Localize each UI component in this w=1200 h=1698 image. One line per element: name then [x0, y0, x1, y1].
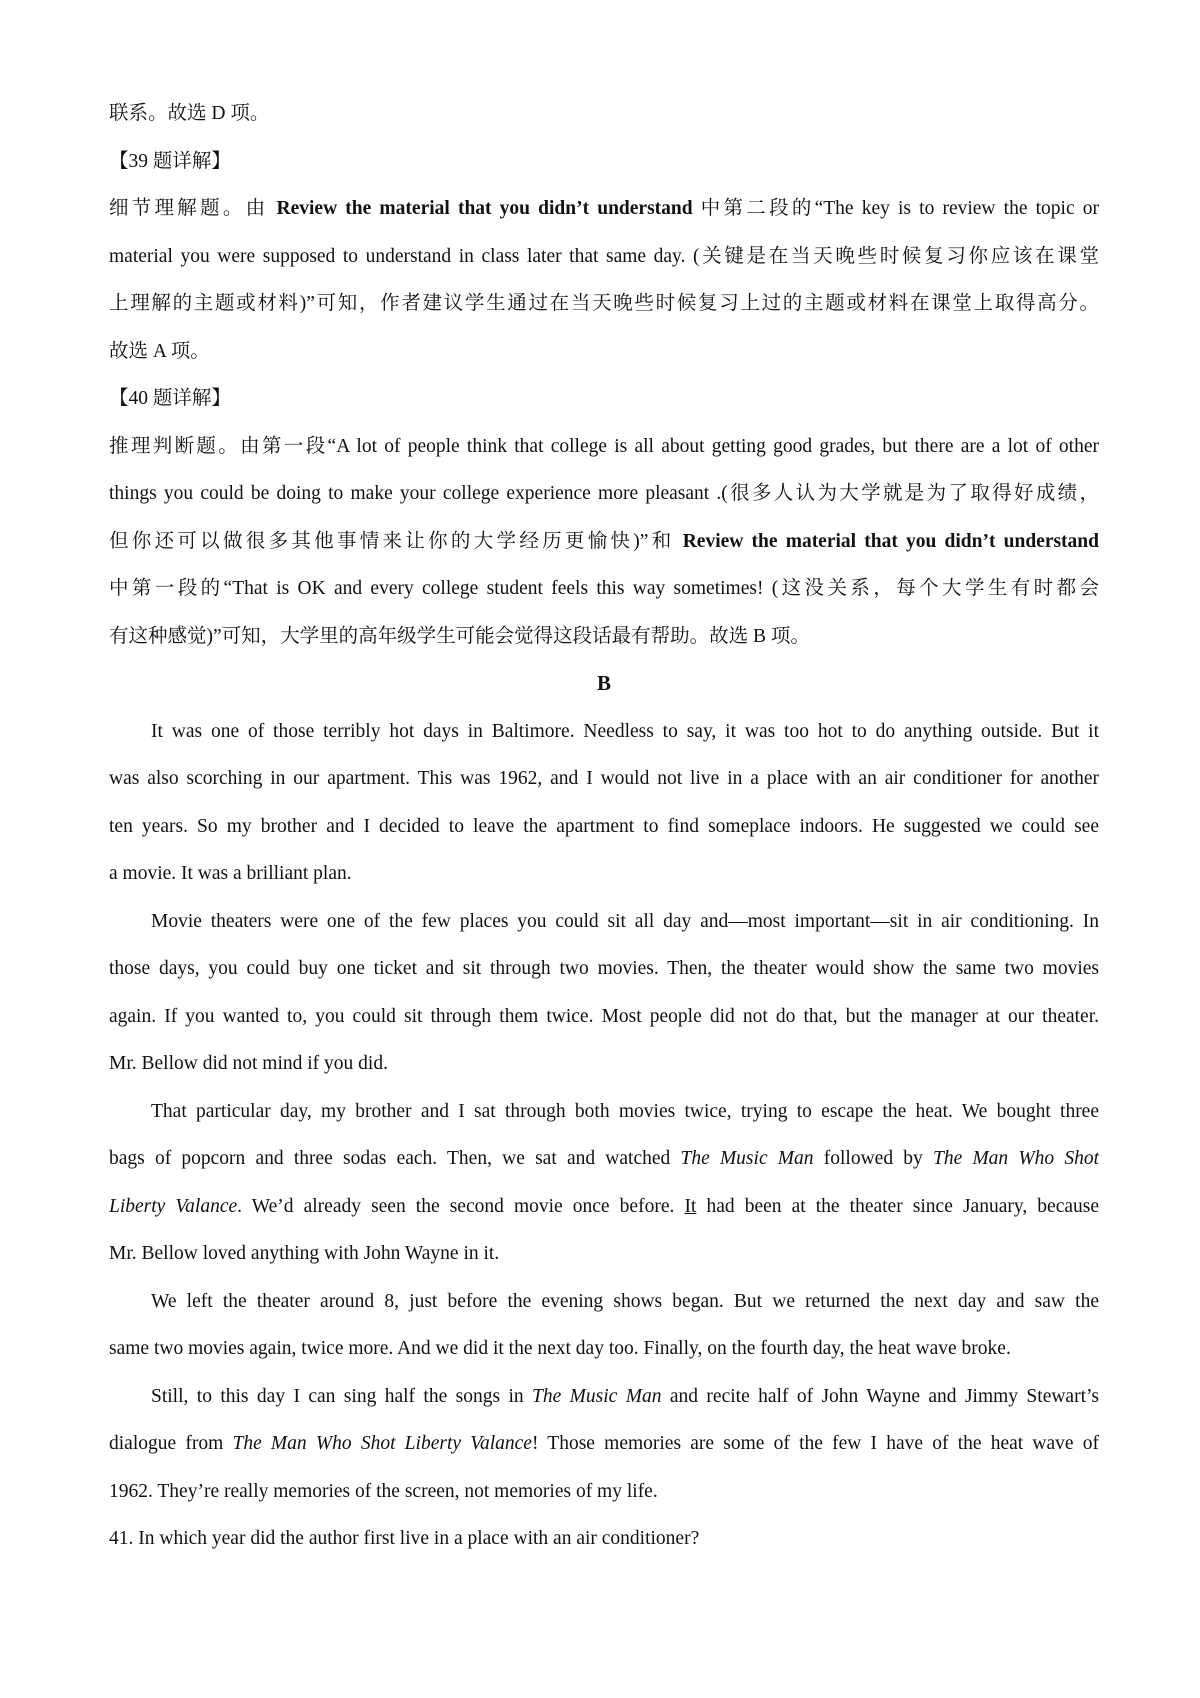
q40-line-4: 中第一段的“That is OK and every college student feels this way sometimes! (这没关系，每个大学生有时都会	[109, 578, 1099, 599]
q40-header: 【40 题详解】	[109, 388, 231, 409]
passage-p1-line-3: ten years. So my brother and I decided to leave the apartment to find someplace indoors. He suggested we could see	[109, 815, 1099, 837]
q39-line-4: 故选 A 项。	[109, 340, 210, 362]
q40-line-3: 但你还可以做很多其他事情来让你的大学经历更愉快)”和 Review the material that you didn’t understand	[109, 530, 1099, 552]
passage-p1-line-2: was also scorching in our apartment. This was 1962, and I would not live in a place with an air conditioner for another	[109, 768, 1099, 789]
underlined-pronoun-it: It	[684, 1195, 697, 1217]
question-41: 41. In which year did the author first live in a place with an air conditioner?	[109, 1528, 700, 1549]
movie-title-music-man-2: The Music Man	[532, 1385, 662, 1407]
q40-line-2: things you could be doing to make your college experience more pleasant .(很多人认为大学就是为了取得好成绩，	[109, 483, 1099, 504]
movie-title-liberty-valance-part1: The Man Who Shot	[932, 1148, 1099, 1169]
passage-p3-line-1: That particular day, my brother and I sat through both movies twice, trying to escape the heat. We bought three	[151, 1100, 1099, 1122]
q40-line-1: 推理判断题。由第一段“A lot of people think that college is all about getting good grades, but there are a lot of other	[109, 435, 1099, 457]
passage-p3-line-2: bags of popcorn and three sodas each. Then, we sat and watched The Music Man followed by The Man Who Shot	[109, 1148, 1099, 1169]
passage-p1-line-4: a movie. It was a brilliant plan.	[109, 863, 352, 884]
passage-p2-line-4: Mr. Bellow did not mind if you did.	[109, 1053, 388, 1074]
movie-title-liberty-valance-full: The Man Who Shot Liberty Valance	[232, 1433, 532, 1454]
previous-answer-tail: 联系。故选 D 项。	[109, 103, 270, 124]
passage-p3-line-4: Mr. Bellow loved anything with John Wayne in it.	[109, 1243, 500, 1264]
q40-line-5: 有这种感觉)”可知，大学里的高年级学生可能会觉得这段话最有帮助。故选 B 项。	[109, 625, 810, 647]
passage-p5-line-3: 1962. They’re really memories of the screen, not memories of my life.	[109, 1480, 658, 1502]
passage-title: B	[596, 671, 611, 695]
q39-line-1: 细节理解题。由 Review the material that you didn’t understand 中第二段的“The key is to review the topic or	[109, 198, 1099, 219]
passage-p4-line-1: We left the theater around 8, just before the evening shows began. But we returned the next day and saw the	[151, 1290, 1099, 1312]
passage-p4-line-2: same two movies again, twice more. And we did it the next day too. Finally, on the fourth day, the heat wave broke.	[109, 1338, 1011, 1359]
passage-p2-line-2: those days, you could buy one ticket and sit through two movies. Then, the theater would show the same two movies	[109, 958, 1099, 979]
passage-p1-line-1: It was one of those terribly hot days in Baltimore. Needless to say, it was too hot to do anything outside. But it	[151, 720, 1099, 742]
passage-p3-line-3: Liberty Valance. We’d already seen the second movie once before. It had been at the theater since January, because	[109, 1195, 1099, 1217]
movie-title-liberty-valance-part2: Liberty Valance	[109, 1195, 238, 1217]
passage-p2-line-3: again. If you wanted to, you could sit through them twice. Most people did not do that, but the manager at our theater.	[109, 1005, 1099, 1027]
movie-title-music-man: The Music Man	[680, 1148, 814, 1169]
q40-source-title: Review the material that you didn’t understand	[682, 530, 1099, 552]
passage-p5-line-1: Still, to this day I can sing half the songs in The Music Man and recite half of John Wayne and Jimmy Stewart’s	[151, 1385, 1100, 1407]
passage-p2-line-1: Movie theaters were one of the few places you could sit all day and—most important—sit in air conditioning. In	[151, 910, 1099, 932]
passage-p5-line-2: dialogue from The Man Who Shot Liberty Valance! Those memories are some of the few I have of the heat wave of	[109, 1433, 1099, 1454]
q39-line-2: material you were supposed to understand in class later that same day. (关键是在当天晚些时候复习你应该在课堂	[109, 245, 1099, 267]
q39-header: 【39 题详解】	[109, 150, 231, 172]
q39-source-title: Review the material that you didn’t understand	[276, 198, 693, 219]
q39-line-3: 上理解的主题或材料)”可知，作者建议学生通过在当天晚些时候复习上过的主题或材料在课堂上取得高分。	[109, 293, 1099, 314]
document-page	[109, 90, 1099, 1563]
